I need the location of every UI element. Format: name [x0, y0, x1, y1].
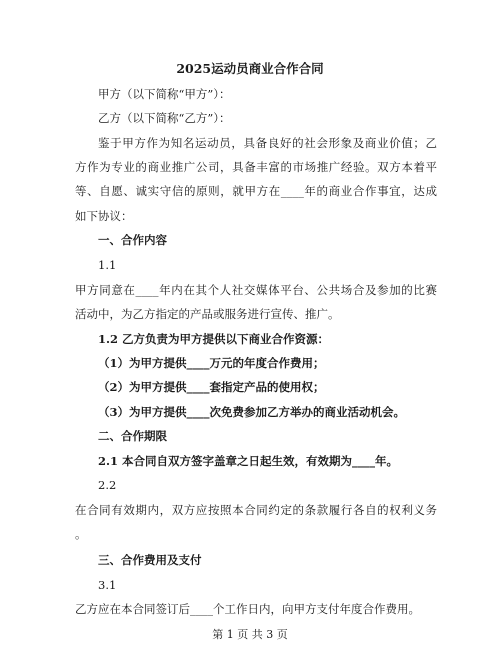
- document-title: 2025运动员商业合作合同: [176, 61, 324, 76]
- section-1-heading: 一、合作内容: [98, 233, 167, 247]
- list-item-3: （3）为甲方提供____次免费参加乙方举办的商业活动机会。: [98, 405, 405, 419]
- intro-line-1: 鉴于甲方作为知名运动员，具备良好的社会形象及商业价值；乙: [98, 136, 437, 150]
- clause-1-1-number: 1.1: [98, 258, 117, 272]
- clause-2-2-line-1: 在合同有效期内，双方应按照本合同约定的条款履行各自的权利义务: [75, 503, 437, 517]
- section-3-heading: 三、合作费用及支付: [98, 553, 202, 567]
- party-a-line: 甲方（以下简称“甲方”）：: [98, 87, 231, 101]
- clause-2-1: 2.1 本合同自双方签字盖章之日起生效，有效期为____年。: [98, 454, 399, 468]
- list-item-1: （1）为甲方提供____万元的年度合作费用；: [98, 356, 325, 370]
- intro-line-3: 等、自愿、诚实守信的原则，就甲方在____年的商业合作事宜，达成: [75, 184, 437, 198]
- page-footer: 第 1 页 共 3 页: [212, 628, 288, 641]
- clause-3-1-text: 乙方应在本合同签订后____个工作日内，向甲方支付年度合作费用。: [75, 602, 420, 616]
- intro-line-4: 如下协议：: [75, 209, 133, 223]
- party-b-line: 乙方（以下简称“乙方”）：: [98, 111, 231, 125]
- intro-line-2: 方作为专业的商业推广公司，具备丰富的市场推广经验。双方本着平: [75, 160, 437, 174]
- clause-2-2-number: 2.2: [98, 478, 117, 492]
- clause-1-1-line-1: 甲方同意在____年内在其个人社交媒体平台、公共场合及参加的比赛: [75, 283, 437, 297]
- clause-2-2-line-2: 。: [75, 527, 87, 541]
- section-2-heading: 二、合作期限: [98, 429, 167, 443]
- clause-1-2: 1.2 乙方负责为甲方提供以下商业合作资源：: [98, 332, 330, 346]
- clause-3-1-number: 3.1: [98, 578, 117, 592]
- list-item-2: （2）为甲方提供____套指定产品的使用权；: [98, 380, 325, 394]
- clause-1-1-line-2: 活动中，为乙方指定的产品或服务进行宣传、推广。: [75, 307, 340, 321]
